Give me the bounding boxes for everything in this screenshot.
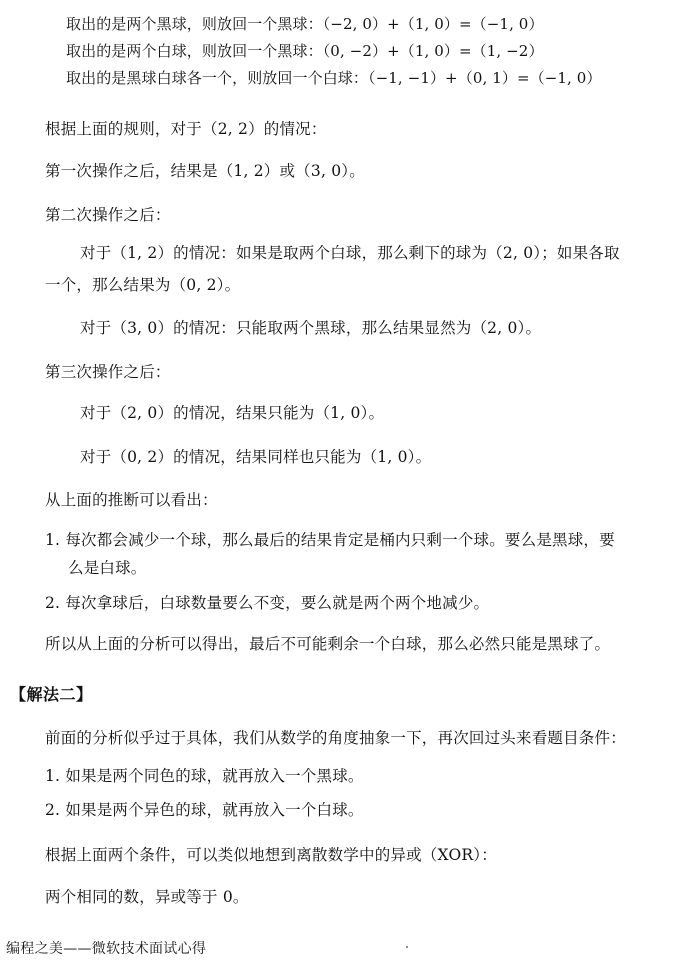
conclusion-text: 所以从上面的分析可以得出，最后不可能剩余一个白球，那么必然只能是黑球了。 bbox=[45, 635, 611, 653]
solution2-xor-same-numbers: 两个相同的数，异或等于 0。 bbox=[45, 888, 249, 906]
solution2-intro: 前面的分析似乎过于具体，我们从数学的角度抽象一下，再次回过头来看题目条件： bbox=[45, 729, 626, 747]
rule-two-white: 取出的是两个白球，则放回一个黑球：（0, −2）+（1, 0）=（1, −2） bbox=[66, 42, 544, 60]
rule-two-black: 取出的是两个黑球，则放回一个黑球：（−2, 0）+（1, 0）=（−1, 0） bbox=[66, 15, 544, 33]
step2-case-b: 对于（3, 0）的情况：只能取两个黑球，那么结果显然为（2, 0）。 bbox=[80, 319, 542, 337]
footer-dot bbox=[406, 946, 408, 948]
rule-black-white: 取出的是黑球白球各一个，则放回一个白球：（−1, −1）+（0, 1）=（−1, 0） bbox=[66, 69, 602, 87]
solution2-heading: 【解法二】 bbox=[10, 685, 93, 704]
inference-point2: 2. 每次拿球后，白球数量要么不变，要么就是两个两个地减少。 bbox=[45, 594, 490, 612]
step3-case-a: 对于（2, 0）的情况，结果只能为（1, 0）。 bbox=[80, 404, 385, 422]
solution2-condition-different-color: 2. 如果是两个异色的球，就再放入一个白球。 bbox=[45, 801, 364, 819]
step3-case-b: 对于（0, 2）的情况，结果同样也只能为（1, 0）。 bbox=[80, 448, 432, 466]
solution2-xor-analogy: 根据上面两个条件，可以类似地想到离散数学中的异或（XOR）： bbox=[45, 846, 497, 864]
step3-heading: 第三次操作之后： bbox=[45, 363, 171, 381]
case-intro: 根据上面的规则，对于（2, 2）的情况： bbox=[45, 120, 327, 138]
footer-book-title: 编程之美——微软技术面试心得 bbox=[6, 941, 207, 957]
step2-case-a-line1: 对于（1, 2）的情况：如果是取两个白球，那么剩下的球为（2, 0）；如果各取 bbox=[80, 244, 620, 262]
solution2-condition-same-color: 1. 如果是两个同色的球，就再放入一个黑球。 bbox=[45, 767, 364, 785]
inference-point1-line1: 1. 每次都会减少一个球，那么最后的结果肯定是桶内只剩一个球。要么是黑球，要 bbox=[45, 531, 615, 549]
inference-intro: 从上面的推断可以看出： bbox=[45, 491, 218, 509]
step2-case-a-line2: 一个，那么结果为（0, 2）。 bbox=[45, 276, 241, 294]
inference-point1-line2: 么是白球。 bbox=[68, 559, 147, 577]
step2-heading: 第二次操作之后： bbox=[45, 206, 171, 224]
step1-text: 第一次操作之后，结果是（1, 2）或（3, 0）。 bbox=[45, 162, 365, 180]
